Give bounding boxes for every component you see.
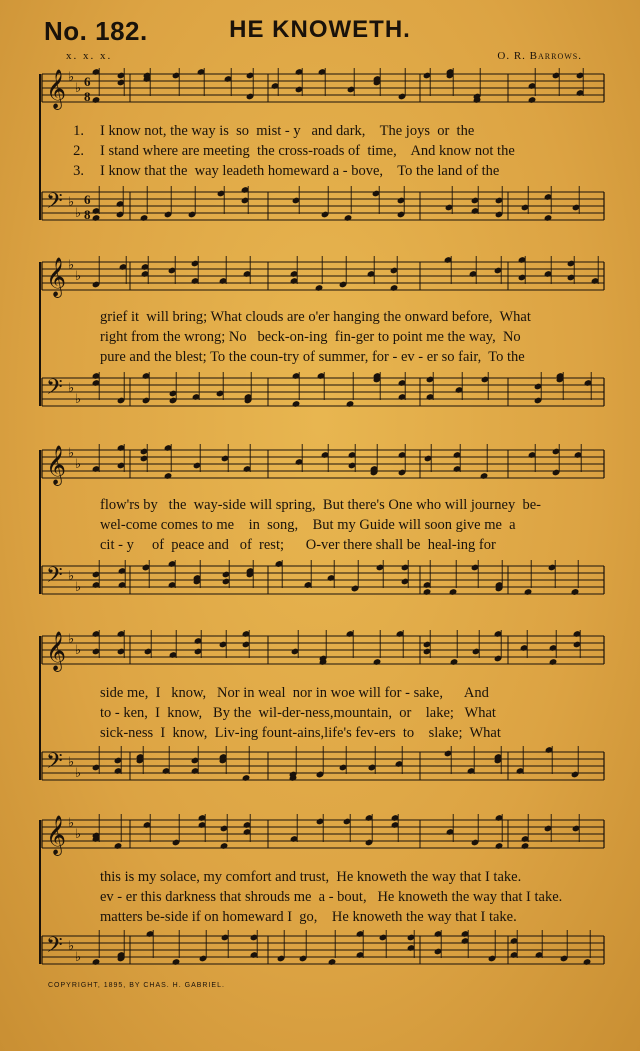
verse-number: 2. (73, 143, 84, 159)
flat-icon: ♭ (75, 80, 82, 95)
lyric-text: I stand where are meeting the cross-roads of time, And know not the (100, 143, 515, 159)
flat-icon: ♭ (68, 938, 75, 953)
lyric-text: grief it will bring; What clouds are o'er hanging the onward before, What (100, 309, 531, 325)
bass-staff (42, 933, 604, 964)
treble-clef-icon: 𝄞 (46, 257, 67, 297)
bass-notes (92, 186, 581, 222)
hymn-number: No. 182. (44, 16, 148, 46)
flat-icon: ♭ (75, 268, 82, 283)
lyric-line (56, 328, 604, 346)
flat-icon: ♭ (68, 568, 75, 583)
lyric-line (56, 516, 604, 534)
lyric-line (56, 308, 604, 326)
bass-staff (42, 563, 604, 594)
lyric-text: to - ken, I know, By the wil-der-ness,mountain, or lake; What (100, 705, 496, 721)
lyric-line (56, 868, 604, 886)
lyric-line (56, 684, 604, 702)
bass-clef-icon: 𝄢 (46, 375, 63, 405)
composer-credit: x. x. x. (66, 50, 113, 62)
bass-notes (92, 560, 580, 596)
lyric-text: flow'rs by the way-side will spring, But there's One who will journey be- (100, 497, 541, 513)
lyric-line (56, 162, 604, 180)
lyric-line (56, 704, 604, 722)
lyric-line (56, 142, 604, 160)
lyric-text: wel-come comes to me in song, But my Guide will soon give me a (100, 517, 516, 533)
treble-notes (92, 630, 582, 666)
treble-staff (42, 631, 604, 672)
treble-staff (42, 445, 604, 486)
time-signature: 6 (84, 192, 91, 207)
lyric-line (56, 724, 604, 742)
flat-icon: ♭ (68, 815, 75, 830)
treble-notes (92, 256, 600, 292)
copyright-notice: COPYRIGHT, 1895, BY CHAS. H. GABRIEL. (48, 982, 225, 989)
bass-notes (92, 372, 593, 408)
lyric-text: I know that the way leadeth homeward a - bove, To the land of the (100, 163, 500, 179)
flat-icon: ♭ (68, 69, 75, 84)
lyric-line (56, 888, 604, 906)
lyric-text: ev - er this darkness that shrouds me a - bout, He knoweth the way that I take. (100, 889, 563, 905)
lyric-line (56, 122, 604, 140)
lyric-line (56, 496, 604, 514)
treble-notes (92, 814, 581, 850)
flat-icon: ♭ (68, 257, 75, 272)
lyric-text: right from the wrong; No beck-on-ing fin-ger to point me the way, No (100, 329, 521, 345)
flat-icon: ♭ (68, 194, 75, 209)
bass-notes (92, 746, 580, 782)
treble-staff (42, 69, 604, 110)
bass-notes (92, 930, 592, 966)
bass-staff (42, 749, 604, 780)
verse-number: 3. (73, 163, 84, 179)
treble-clef-icon: 𝄞 (46, 445, 67, 485)
flat-icon: ♭ (68, 631, 75, 646)
bass-clef-icon: 𝄢 (46, 933, 63, 963)
flat-icon: ♭ (75, 205, 82, 220)
bass-staff (42, 375, 604, 406)
treble-clef-icon: 𝄞 (46, 631, 67, 671)
lyric-text: side me, I know, Nor in weal nor in woe will for - sake, And (100, 685, 489, 701)
hymn-title: HE KNOWETH. (229, 16, 411, 43)
flat-icon: ♭ (68, 380, 75, 395)
bass-clef-icon: 𝄢 (46, 749, 63, 779)
lyric-text: this is my solace, my comfort and trust, He knoweth the way that I take. (100, 869, 522, 885)
treble-notes (92, 444, 583, 480)
lyric-text: matters be-side if on homeward I go, He knoweth the way that I take. (100, 909, 517, 925)
flat-icon: ♭ (68, 754, 75, 769)
treble-clef-icon: 𝄞 (46, 815, 67, 855)
flat-icon: ♭ (75, 642, 82, 657)
flat-icon: ♭ (68, 445, 75, 460)
flat-icon: ♭ (75, 391, 82, 406)
bass-clef-icon: 𝄢 (46, 189, 63, 219)
lyric-line (56, 536, 604, 554)
time-signature: 6 (84, 74, 91, 89)
treble-staff (42, 257, 604, 298)
flat-icon: ♭ (75, 826, 82, 841)
lyric-text: cit - y of peace and of rest; O-ver there shall be heal-ing for (100, 537, 496, 553)
lyric-line (56, 348, 604, 366)
flat-icon: ♭ (75, 765, 82, 780)
verse-number: 1. (73, 123, 84, 139)
author-credit: O. R. Barrows. (497, 50, 582, 62)
flat-icon: ♭ (75, 456, 82, 471)
bass-staff (42, 189, 604, 220)
bass-clef-icon: 𝄢 (46, 563, 63, 593)
flat-icon: ♭ (75, 579, 82, 594)
treble-notes (92, 68, 585, 104)
lyric-line (56, 908, 604, 926)
flat-icon: ♭ (75, 949, 82, 964)
treble-clef-icon: 𝄞 (46, 69, 67, 109)
time-signature: 8 (84, 207, 91, 222)
time-signature: 8 (84, 89, 91, 104)
lyric-text: sick-ness I know, Liv-ing fount-ains,life's fev-ers to slake; What (100, 725, 501, 741)
lyric-text: pure and the blest; To the coun-try of summer, for - ev - er so fair, To the (100, 349, 525, 365)
treble-staff (42, 815, 604, 856)
lyric-text: I know not, the way is so mist - y and dark, The joys or the (100, 123, 475, 139)
